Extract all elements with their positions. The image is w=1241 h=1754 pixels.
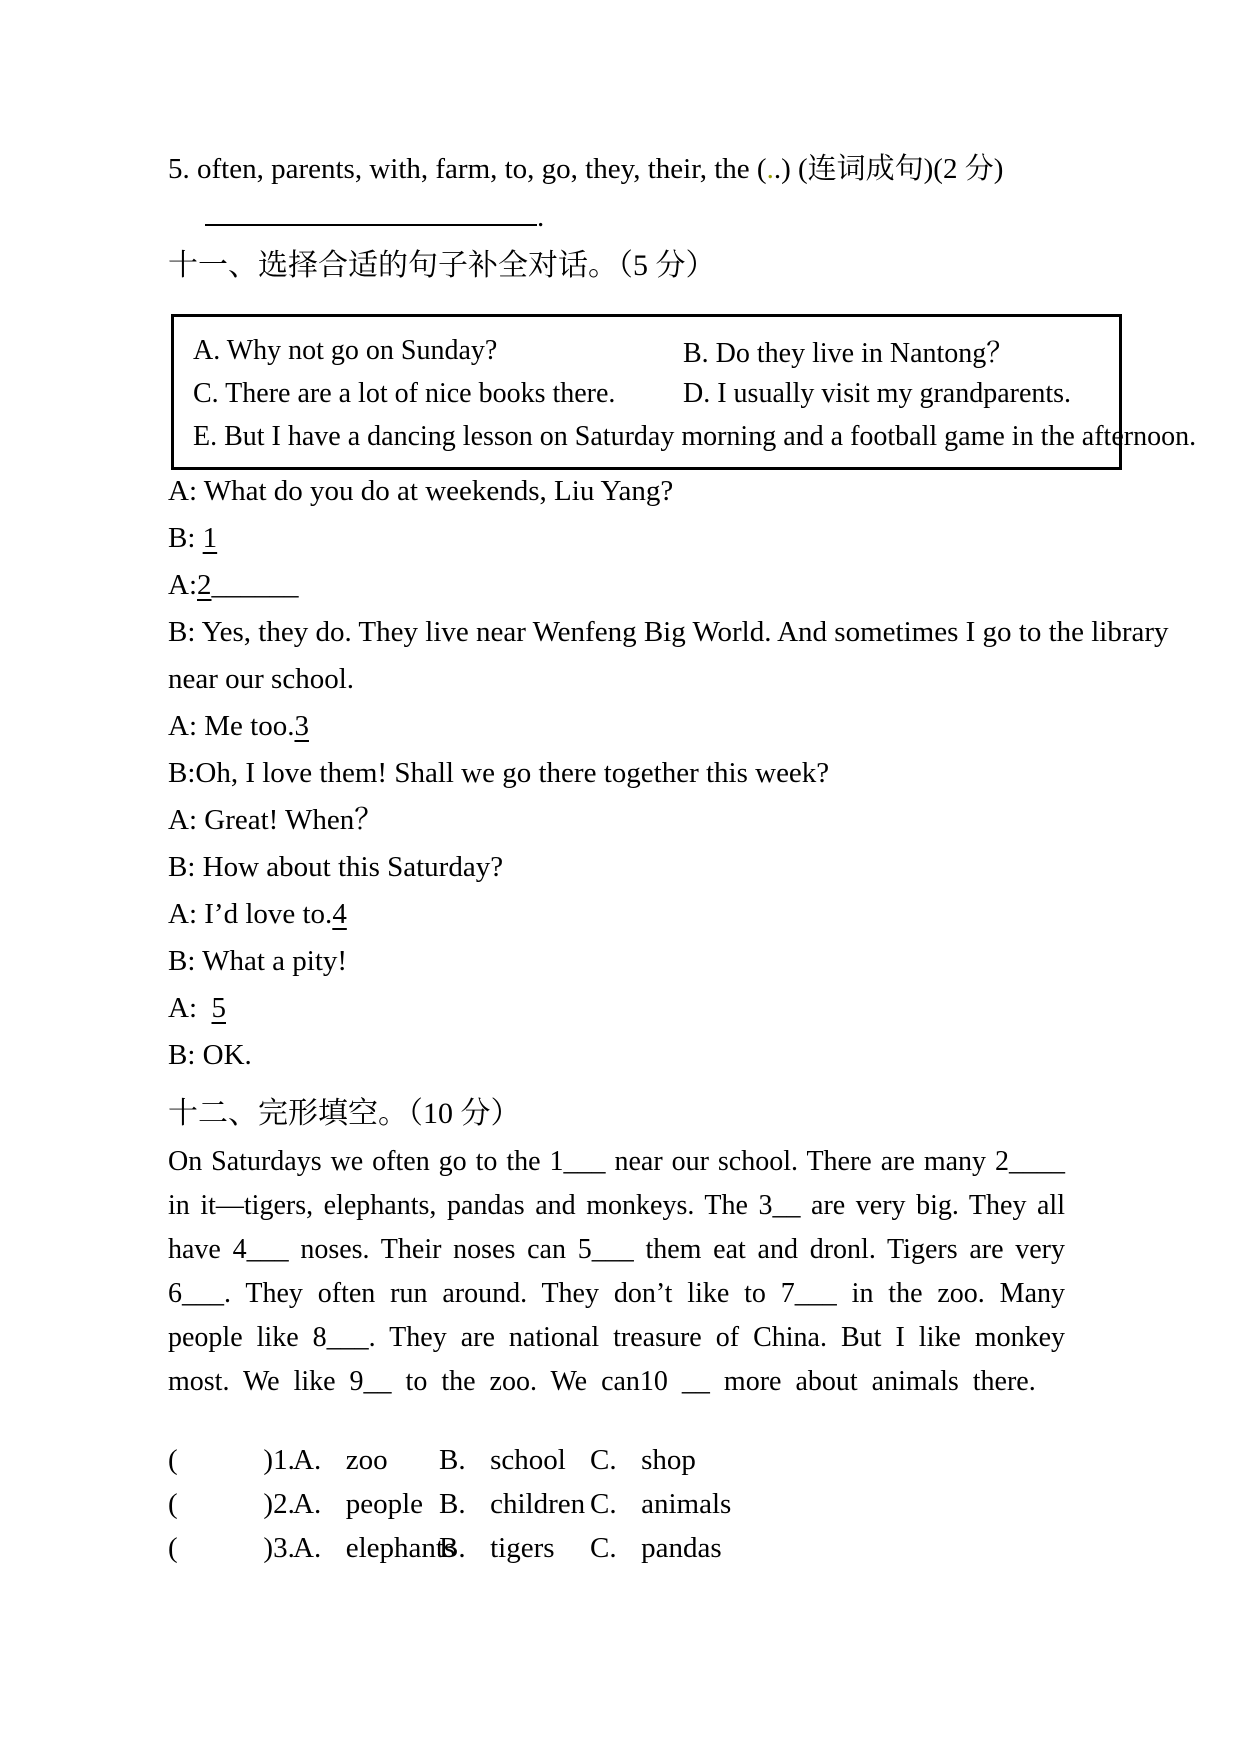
text-segment: B: Yes, they do. They live near Wenfeng Big World. And sometimes I go to the library — [168, 616, 1169, 648]
text-segment: A: Me too. — [168, 710, 295, 742]
text-segment: A: — [168, 569, 197, 601]
text-segment: A: I’d love to. — [168, 898, 333, 930]
dialogue-line-2 — [168, 515, 1228, 562]
choice-option-e: E. But I have a dancing lesson on Saturday morning and a football game in the afternoon. — [193, 420, 1197, 452]
text-segment: ______ — [211, 569, 299, 601]
question-2-option-b: B. children — [439, 1488, 586, 1520]
question-1-option-b: B. school — [439, 1444, 566, 1476]
choice-option-a: A. Why not go on Sunday? — [193, 334, 498, 366]
question-2-option-a: A. people — [293, 1488, 423, 1520]
choice-option-d: D. I usually visit my grandparents. — [683, 377, 1072, 409]
dialogue-line-8 — [168, 797, 1228, 844]
question-2-paren: ( )2. — [168, 1488, 295, 1520]
choice-box-row-1 — [193, 329, 1119, 372]
question-3-option-c: C. pandas — [590, 1532, 722, 1564]
question-1-option-a: A. zoo — [293, 1444, 388, 1476]
text-segment: near our school. — [168, 663, 355, 695]
answer-line-period: . — [537, 201, 545, 233]
question-row-3 — [168, 1526, 731, 1570]
text-segment: 3 — [294, 710, 309, 742]
section-12-title: 十二、完形填空。（10 分） — [168, 1097, 521, 1130]
section-11-title: 十一、选择合适的句子补全对话。（5 分） — [168, 249, 716, 282]
text-segment: A: Great! When？ — [168, 804, 384, 836]
question-row-2 — [168, 1482, 731, 1526]
text-segment: B: What a pity! — [168, 945, 348, 977]
choice-option-c: C. There are a lot of nice books there. — [193, 377, 616, 409]
text-segment: 1 — [202, 522, 218, 554]
dialogue-line-13 — [168, 1032, 1228, 1079]
dialogue — [168, 468, 1228, 1079]
answer-blank-line — [205, 192, 544, 234]
text-segment: B: — [168, 522, 203, 554]
dialogue-line-12 — [168, 985, 1228, 1032]
text-segment: 5. often, parents, with, farm, to, go, they, their, the ( — [168, 153, 767, 185]
text-segment: 4 — [332, 898, 347, 930]
text-segment: 2 — [197, 569, 212, 601]
text-segment: . — [766, 153, 774, 185]
question-2-option-c: C. animals — [590, 1488, 732, 1520]
question-1-paren: ( )1. — [168, 1444, 295, 1476]
dialogue-line-4 — [168, 609, 1228, 656]
text-segment: B:Oh, I love them! Shall we go there together this week? — [168, 757, 830, 789]
text-segment: B: How about this Saturday? — [168, 851, 504, 883]
dialogue-line-5 — [168, 656, 1228, 703]
question-1-option-c: C. shop — [590, 1444, 696, 1476]
cloze-line-1: On Saturdays we often go to the 1___ near our school. There are many 2____ — [168, 1146, 1065, 1177]
text-segment: A: — [168, 992, 212, 1024]
text-segment: .) (连词成句)(2 分) — [773, 153, 1004, 185]
choice-box — [171, 314, 1197, 470]
dialogue-line-1 — [168, 468, 1228, 515]
dialogue-line-11 — [168, 938, 1228, 985]
question-3-paren: ( )3. — [168, 1532, 295, 1564]
text-segment: A: What do you do at weekends, Liu Yang? — [168, 475, 674, 507]
question-row-1 — [168, 1438, 731, 1482]
text-segment: 5 — [211, 992, 226, 1024]
dialogue-line-7 — [168, 750, 1228, 797]
dialogue-line-9 — [168, 844, 1228, 891]
question-5-text — [168, 146, 1003, 187]
cloze-line-5: people like 8___. They are national treasure of China. But I like monkey — [168, 1322, 1065, 1353]
choice-option-b: B. Do they live in Nantong？ — [683, 337, 1015, 369]
cloze-questions — [168, 1438, 731, 1570]
choice-box-row-3 — [193, 415, 1197, 458]
cloze-line-3: have 4___ noses. Their noses can 5___ them eat and dronl. Tigers are very — [168, 1234, 1065, 1265]
question-3-option-b: B. tigers — [439, 1532, 555, 1564]
cloze-line-6: most. We like 9__ to the zoo. We can10 __ more about animals there. — [168, 1366, 1036, 1397]
question-3-option-a: A. elephants — [293, 1532, 456, 1564]
dialogue-line-3 — [168, 562, 1228, 609]
dialogue-line-10 — [168, 891, 1228, 938]
text-segment: B: OK. — [168, 1039, 252, 1071]
cloze-line-2: in it—tigers, elephants, pandas and monkeys. The 3__ are very big. They all — [168, 1190, 1065, 1221]
choice-box-row-2 — [193, 372, 1119, 415]
cloze-line-4: 6___. They often run around. They don’t like to 7___ in the zoo. Many — [168, 1278, 1065, 1309]
answer-blank-underline — [205, 192, 537, 226]
dialogue-line-6 — [168, 703, 1228, 750]
cloze-passage — [168, 1140, 1065, 1404]
